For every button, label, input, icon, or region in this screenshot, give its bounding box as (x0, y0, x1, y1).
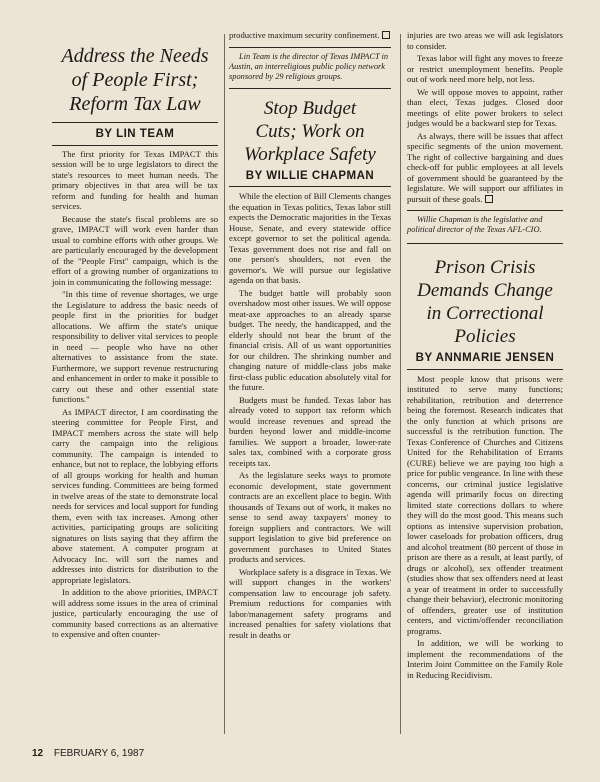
byline-lin-team: BY LIN TEAM (95, 128, 175, 140)
byline-willie-chapman: BY WILLIE CHAPMAN (245, 169, 375, 182)
article-paragraph: Texas labor will fight any moves to freeze or restrict unemployment benefits. People out of work need more help, not less. (407, 53, 563, 84)
bio-rule (229, 47, 391, 48)
headline-rule (52, 122, 218, 123)
issue-date: FEBRUARY 6, 1987 (53, 748, 145, 759)
article-paragraph: Workplace safety is a disgrace in Texas. We will support changes in the workers' compensation law to encourage job safety. Premium reductions for companies with labor/management safety programs and increased penalties for safety violations that result in deaths or (229, 566, 391, 640)
byline-rule (407, 369, 563, 370)
article-paragraph: We will oppose moves to appoint, rather than elect, Texas judges. Closed door meetings of elite power brokers to select judges would be a backward step for Texas. (407, 86, 563, 128)
page-footer (32, 748, 144, 759)
article-paragraph: While the election of Bill Clements changes the equation in Texas politics, Texas labor still expects the Democratic majorities in the Texas House, Senate, and every statewide office except governor to set the political agenda. Texas government does not rise and fall on one person's shoulders, not even the governor's. We will pursue our legislative agenda on that basis. (229, 191, 391, 285)
headline-stop-budget-cuts: Stop Budget Cuts; Work on Workplace Safety (244, 97, 376, 165)
article-paragraph: Budgets must be funded. Texas labor has already voted to support tax reform which would increase revenues and spread the burden beyond lower and middle-income families. We support a broader, lower-rate sales tax, combined with a corporate gross receipts tax. (229, 394, 391, 468)
article-paragraph-last (407, 131, 563, 205)
byline-rule (52, 145, 218, 146)
section-rule (407, 243, 563, 244)
bio-rule (407, 210, 563, 211)
article-annmarie-jensen (407, 30, 563, 682)
article-paragraph-text: As always, there will be issues that affect specific segments of the union movement. The right of collective bargaining and dues check-off for public employees at all levels of government should be guaranteed by the legislature. We will support our affiliates in pursuit of these goals. (407, 130, 563, 204)
article-paragraph: In addition to the above priorities, IMPACT will address some issues in the area of criminal justice, particularly encouraging the use of community based corrections as an alternative to expensive and often counter- (52, 587, 218, 639)
section-rule (229, 88, 391, 89)
byline-rule (229, 186, 391, 187)
article-paragraph: As the legislature seeks ways to promote economic development, state government contracts are an excellent place to begin. With thousands of Texans out of work, it makes no sense to send away taxpayers' money to foreign suppliers and contractors. We will support legislation to give bid preference on government purchases to United States products and services. (229, 470, 391, 564)
article-paragraph: As IMPACT director, I am coordinating the steering committee for People First, and IMPACT members across the state will help carry the campaign into the religious community. The campaign is intended to enhance, but not to replace, the lobbying efforts of all groups working for health and human services funding. Committees are being formed in twelve areas of the state to demonstrate local needs for services and local support for funding them, even with tax increases. Among other activities, participating groups are soliciting signatures on lists saying that they affirm the above statement. A computer program at Advocacy Inc. will sort the names and addresses into districts for distribution to the appropriate legislators. (52, 406, 218, 585)
byline-annmarie-jensen: BY ANNMARIE JENSEN (415, 352, 555, 364)
end-mark-icon (485, 195, 493, 203)
column-divider-right (400, 34, 401, 734)
article-willie-chapman (229, 30, 391, 642)
page-number: 12 (32, 748, 44, 759)
continuation-chapman: injuries are two areas we will ask legislators to consider. (407, 30, 563, 51)
headline-prison-crisis: Prison Crisis Demands Change in Correctional Policies (417, 257, 553, 347)
article-paragraph: "In this time of revenue shortages, we urge the Legislature to address the basic needs of people first in the priorities for budget allocations. We affirm the state's unique responsibility to deliver vital services to people in need — people who have no other alternatives to assistance from the state. Furthermore, we support revenue restructuring and enhancement in order to make it possible to carry out these and other essential state functions." (52, 289, 218, 404)
continuation-lin-team: productive maximum security confinement. (229, 30, 380, 40)
article-paragraph: In addition, we will be working to implement the recommendations of the Interim Joint Committee on the Family Role in Reducing Recidivism. (407, 638, 563, 680)
end-mark-icon (382, 31, 390, 39)
article-paragraph: The first priority for Texas IMPACT this session will be to urge legislators to direct the state's resources to meet human needs. The primary objectives in that area will be tax reform and funding for health and human services. (52, 148, 218, 211)
author-bio-lin-team: Lin Team is the director of Texas IMPACT in Austin, an interreligious public policy network sponsored by 29 religious groups. (229, 51, 389, 81)
article-lin-team (52, 30, 218, 642)
article-paragraph: The budget battle will probably soon overshadow most other issues. We will oppose meat-axe approaches to an already sparse budget. The needy, the handicapped, and the elderly should not bear the brunt of the financial crisis. All of us want opportunities for our children. The shrinking number and changing nature of middle-class jobs make first-class public education absolutely vital for the future. (229, 287, 391, 392)
author-bio-chapman: Willie Chapman is the legislative and political director of the Texas AFL-CIO. (407, 215, 543, 234)
continuation-text (229, 30, 391, 41)
article-paragraph: Most people know that prisons were instituted to serve many functions; rehabilitation, retribution and deterrence being the foremost. Research indicates that the only function at which prisons are successful is the retribution function. The Texas Conference of Churches and Citizens United for the Rehabilitation of Errants (CURE) believe we are paying too high a price for public vengeance. In line with these concerns, our criminal justice legislative agenda will primarily focus on directing limited state corrections dollars to where they will do the most good. This means such options as intensive supervision probation, lower caseloads for probation officers, drug and alcohol treatment (80 percent of those in prison are there as a result, at least partly, of drugs or alcohol), sex offender treatment (studies show that sex offenders need at least a year of treatment in order to successfully change their behavior), electronic monitoring of offenders, greater use of institution centers, and victim/offender reconciliation programs. (407, 373, 563, 636)
column-divider-left (224, 34, 225, 734)
headline-address-needs: Address the Needs of People First; Reform Tax Law (61, 45, 209, 115)
article-paragraph: Because the state's fiscal problems are so grave, IMPACT will work even harder than usual to combine efforts with other groups. We are particularly encouraged by the development of the "People First" campaign, which is the effort of a growing number of organizations to join in communicating the following message: (52, 213, 218, 287)
